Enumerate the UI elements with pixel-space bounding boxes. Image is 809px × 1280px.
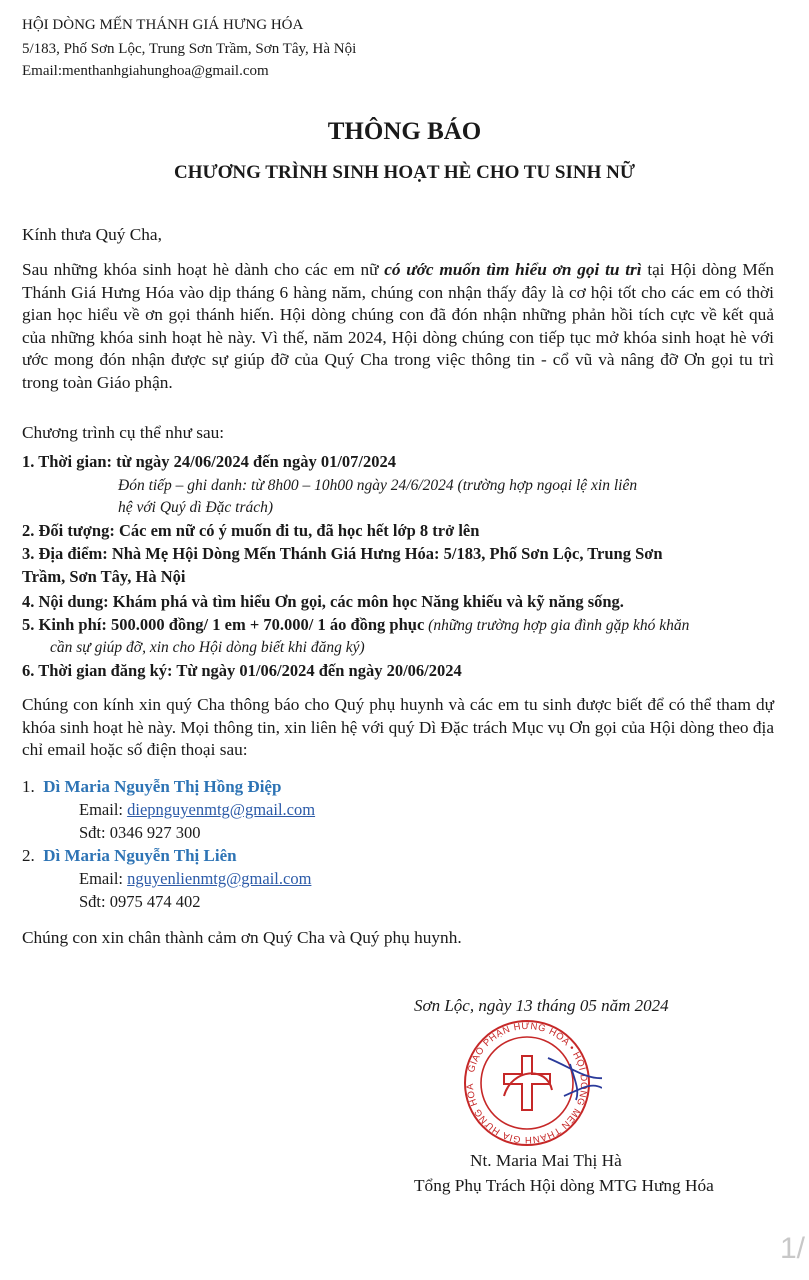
- intro-text-1: Sau những khóa sinh hoạt hè dành cho các em nữ: [22, 260, 385, 279]
- document-subtitle: CHƯƠNG TRÌNH SINH HOẠT HÈ CHO TU SINH NỮ: [173, 162, 635, 183]
- program-item-registration: 6. Thời gian đăng ký: Từ ngày 01/06/2024 đến ngày 20/06/2024: [22, 661, 462, 680]
- fee-note-2: cần sự giúp đỡ, xin cho Hội dòng biết khi đăng ký): [50, 639, 365, 656]
- program-heading: Chương trình cụ thể như sau:: [22, 423, 225, 442]
- program-item-content: 4. Nội dung: Khám phá và tìm hiểu Ơn gọi, các môn học Năng khiếu và kỹ năng sống.: [22, 592, 624, 611]
- program-item-location-2: Trầm, Sơn Tây, Hà Nội: [22, 567, 186, 586]
- org-email: Email:menthanhgiahunghoa@gmail.com: [22, 63, 269, 79]
- contact-1-phone: Sđt: 0346 927 300: [79, 823, 201, 842]
- document-title: THÔNG BÁO: [327, 118, 482, 145]
- contact-1-email-line: [79, 799, 315, 820]
- fee-amount: 5. Kinh phí: 500.000 đồng/ 1 em + 70.000/ 1 áo đồng phục: [22, 615, 425, 634]
- stamp-ring-text: GIÁO PHẬN HƯNG HÓA • HỘI DÒNG MẾN THÁNH GIÁ HƯNG HÓA: [464, 1020, 590, 1146]
- contact-2-number: 2.: [22, 846, 35, 865]
- program-item-time-note-1: Đón tiếp – ghi danh: từ 8h00 – 10h00 ngày 24/6/2024 (trường hợp ngoại lệ xin liên: [118, 477, 638, 494]
- contact-2-email-line: [79, 868, 311, 889]
- program-item-audience: 2. Đối tượng: Các em nữ có ý muốn đi tu, đã học hết lớp 8 trở lên: [22, 521, 480, 540]
- contact-1-name: Dì Maria Nguyễn Thị Hồng Điệp: [43, 777, 282, 796]
- page-indicator: 1/: [780, 1232, 806, 1265]
- fee-note-1: (những trường hợp gia đình gặp khó khăn: [424, 617, 690, 634]
- contact-2-heading: [22, 845, 237, 866]
- date-place: Sơn Lộc, ngày 13 tháng 05 năm 2024: [414, 996, 669, 1015]
- program-item-location-1: 3. Địa điểm: Nhà Mẹ Hội Dòng Mến Thánh Giá Hưng Hóa: 5/183, Phố Sơn Lộc, Trung Sơn: [22, 544, 663, 563]
- intro-emphasis: có ước muốn tìm hiểu ơn gọi tu trì: [384, 260, 642, 279]
- contact-1-email-link[interactable]: diepnguyenmtg@gmail.com: [127, 800, 316, 819]
- contact-1-heading: [22, 776, 281, 797]
- contact-2-phone: Sđt: 0975 474 402: [79, 892, 201, 911]
- program-item-time: 1. Thời gian: từ ngày 24/06/2024 đến ngày 01/07/2024: [22, 452, 396, 471]
- thanks-line: Chúng con xin chân thành cảm ơn Quý Cha và Quý phụ huynh.: [22, 928, 462, 947]
- signer-name: Nt. Maria Mai Thị Hà: [470, 1151, 622, 1170]
- org-name: HỘI DÒNG MẾN THÁNH GIÁ HƯNG HÓA: [22, 17, 304, 33]
- contact-2-name: Dì Maria Nguyễn Thị Liên: [43, 846, 237, 865]
- intro-paragraph: [22, 259, 774, 395]
- program-item-time-note-2: hệ với Quý dì Đặc trách): [118, 499, 274, 516]
- request-paragraph: Chúng con kính xin quý Cha thông báo cho Quý phụ huynh và các em tu sinh được biết để có thể tham dự khóa sinh hoạt hè này. Mọi thông tin, xin liên hệ với quý Dì Đặc trách Mục vụ Ơn gọi của Hội dòng theo địa chỉ email hoặc số điện thoại sau:: [22, 695, 774, 760]
- contact-1-number: 1.: [22, 777, 35, 796]
- contact-2-email-link[interactable]: nguyenlienmtg@gmail.com: [127, 869, 312, 888]
- program-item-fee: [22, 614, 689, 636]
- organization-stamp: [452, 1018, 602, 1148]
- contact-1-email-label: Email:: [79, 800, 128, 819]
- signer-title: Tổng Phụ Trách Hội dòng MTG Hưng Hóa: [414, 1176, 714, 1195]
- org-address: 5/183, Phố Sơn Lộc, Trung Sơn Trầm, Sơn Tây, Hà Nội: [22, 41, 357, 57]
- contact-2-email-label: Email:: [79, 869, 128, 888]
- greeting: Kính thưa Quý Cha,: [22, 225, 162, 244]
- intro-text-2: tại Hội dòng Mến Thánh Giá Hưng Hóa vào dịp tháng 6 hàng năm, chúng con nhận thấy đây là cơ hội tốt cho các em có thời gian học hiểu về ơn gọi thánh hiến. Hội dòng chúng con đã đón nhận những phản hồi tích cực về kết quả của những khóa sinh hoạt hè này. Vì thế, năm 2024, Hội dòng chúng con tiếp tục mở khóa sinh hoạt hè với ước mong đón nhận được sự giúp đỡ của Quý Cha trong việc thông tin - cổ vũ và nâng đỡ Ơn gọi tu trì trong toàn Giáo phận.: [22, 260, 775, 392]
